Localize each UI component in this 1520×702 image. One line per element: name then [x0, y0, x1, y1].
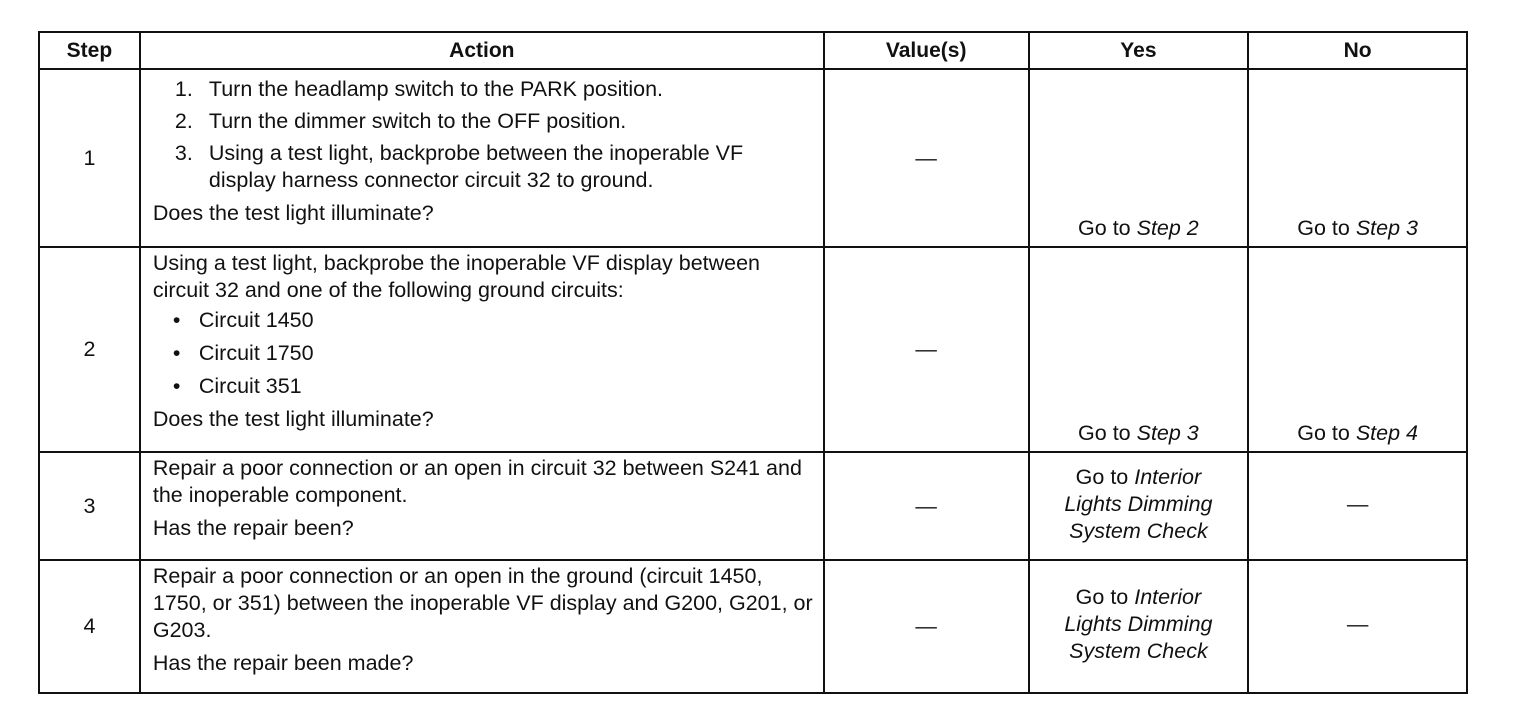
bullet-item	[153, 373, 813, 400]
bullet-text: Circuit 1450	[198, 308, 314, 332]
bullet-icon: •	[172, 341, 181, 365]
action-intro: Repair a poor connection or an open in circuit 32 between S241 and the inoperable component.	[152, 456, 802, 507]
header-yes: Yes	[1029, 32, 1249, 69]
table-row	[39, 247, 1467, 452]
list-text: Turn the dimmer switch to the OFF position.	[208, 109, 627, 133]
yes-ref-line1: Interior	[1134, 585, 1202, 609]
yes-step-ref: Step 3	[1136, 421, 1199, 445]
header-values: Value(s)	[824, 32, 1029, 69]
action-intro: Using a test light, backprobe the inoperable VF display between circuit 32 and one of the following ground circuits:	[152, 251, 761, 302]
no-cell: —	[1248, 452, 1467, 560]
yes-prefix: Go to	[1075, 464, 1135, 489]
value-cell: —	[824, 560, 1029, 693]
list-number: 3.	[174, 141, 193, 165]
no-prefix: Go to	[1297, 421, 1356, 445]
yes-prefix: Go to	[1078, 216, 1137, 240]
no-step-ref: Step 4	[1355, 421, 1418, 445]
bullet-text: Circuit 1750	[198, 341, 314, 365]
yes-cell	[1029, 560, 1249, 693]
question-text: Does the test light illuminate?	[152, 407, 434, 431]
yes-ref-line2: Lights Dimming	[1064, 491, 1213, 516]
table-row	[39, 69, 1467, 247]
bullet-icon: •	[172, 374, 181, 398]
list-text: Turn the headlamp switch to the PARK position.	[208, 77, 663, 101]
diagnostic-table	[38, 31, 1468, 694]
no-cell	[1248, 247, 1467, 452]
no-step-ref: Step 3	[1355, 216, 1418, 240]
list-number: 1.	[174, 77, 193, 101]
yes-prefix: Go to	[1075, 585, 1135, 609]
yes-cell	[1029, 247, 1249, 452]
list-item	[153, 108, 813, 135]
table-row	[39, 452, 1467, 560]
value-cell: —	[824, 452, 1029, 560]
action-cell	[140, 69, 824, 247]
action-intro: Repair a poor connection or an open in the ground (circuit 1450, 1750, or 351) between the inoperable VF display and G200, G201, or G203.	[152, 564, 813, 642]
action-cell	[140, 560, 824, 693]
question-text: Has the repair been?	[152, 516, 354, 540]
question-text: Has the repair been made?	[152, 651, 414, 675]
bullet-icon: •	[172, 308, 181, 332]
header-no: No	[1248, 32, 1467, 69]
yes-ref-line2: Lights Dimming	[1064, 612, 1213, 636]
yes-prefix: Go to	[1078, 421, 1137, 445]
no-cell: —	[1248, 560, 1467, 693]
list-text: Using a test light, backprobe between the inoperable VF display harness connector circuit 32 to ground.	[208, 141, 744, 192]
action-cell	[140, 247, 824, 452]
yes-ref-line3: System Check	[1069, 639, 1208, 663]
bullet-text: Circuit 351	[198, 374, 302, 398]
yes-cell	[1029, 452, 1249, 560]
bullet-item	[153, 340, 813, 367]
yes-ref-line3: System Check	[1069, 518, 1208, 543]
list-number: 2.	[174, 109, 193, 133]
step-number: 3	[39, 452, 140, 560]
list-item	[153, 76, 813, 103]
list-item	[153, 140, 813, 194]
table-row	[39, 560, 1467, 693]
yes-ref-line1: Interior	[1134, 464, 1202, 489]
bullet-item	[153, 307, 813, 334]
header-row	[39, 32, 1467, 69]
question-text: Does the test light illuminate?	[152, 201, 434, 225]
no-cell	[1248, 69, 1467, 247]
yes-step-ref: Step 2	[1136, 216, 1199, 240]
step-number: 4	[39, 560, 140, 693]
yes-cell	[1029, 69, 1249, 247]
header-action: Action	[140, 32, 824, 69]
action-cell	[140, 452, 824, 560]
step-number: 2	[39, 247, 140, 452]
header-step: Step	[39, 32, 140, 69]
value-cell: —	[824, 247, 1029, 452]
step-number: 1	[39, 69, 140, 247]
no-prefix: Go to	[1297, 216, 1356, 240]
value-cell: —	[824, 69, 1029, 247]
